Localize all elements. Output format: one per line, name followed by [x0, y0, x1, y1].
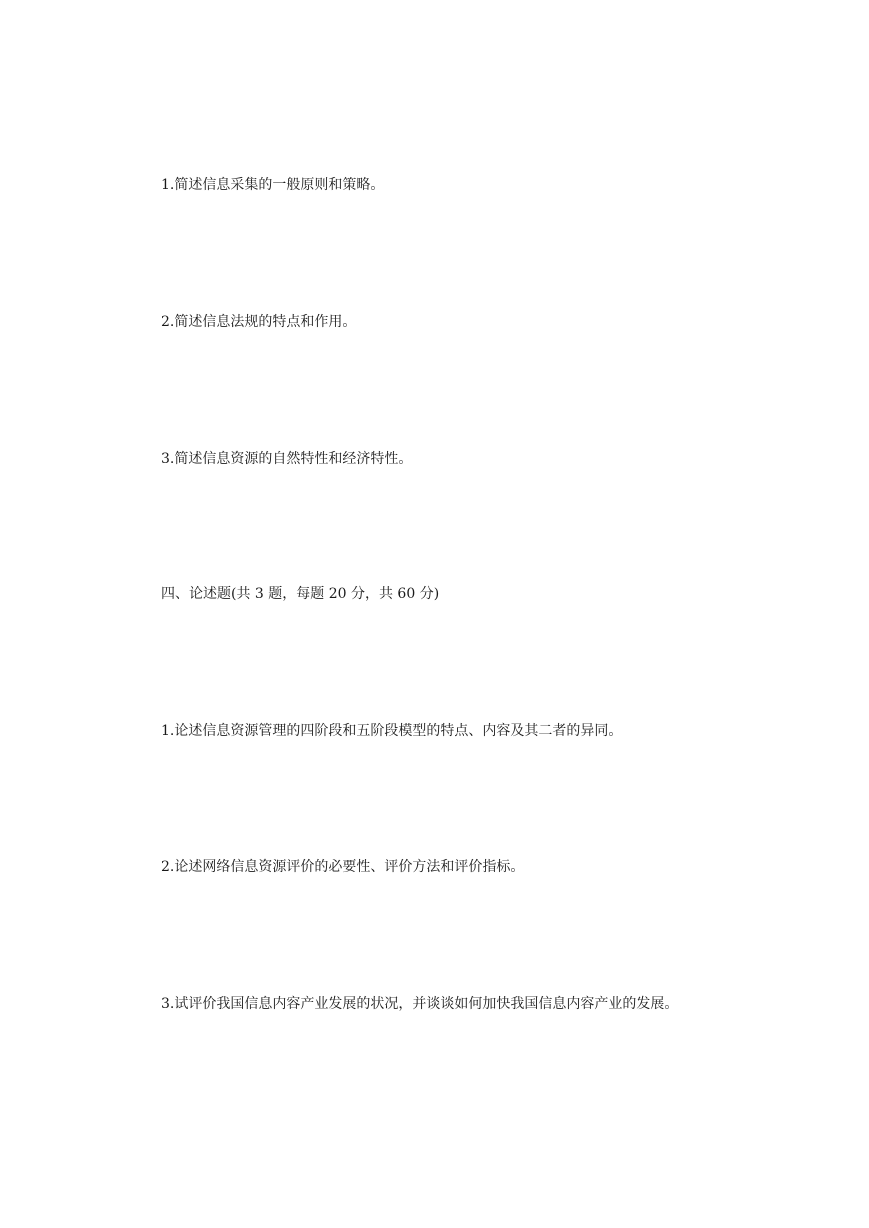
essay-section-heading: 四、论述题(共 3 题，每题 20 分，共 60 分)	[161, 586, 440, 602]
short-answer-question-3: 3.简述信息资源的自然特性和经济特性。	[161, 451, 413, 467]
short-answer-question-1: 1.简述信息采集的一般原则和策略。	[161, 177, 385, 193]
essay-question-2: 2.论述网络信息资源评价的必要性、评价方法和评价指标。	[161, 859, 525, 875]
short-answer-question-2: 2.简述信息法规的特点和作用。	[161, 314, 357, 330]
essay-question-1: 1.论述信息资源管理的四阶段和五阶段模型的特点、内容及其二者的异同。	[161, 723, 623, 739]
essay-question-3: 3.试评价我国信息内容产业发展的状况，并谈谈如何加快我国信息内容产业的发展。	[161, 996, 679, 1012]
